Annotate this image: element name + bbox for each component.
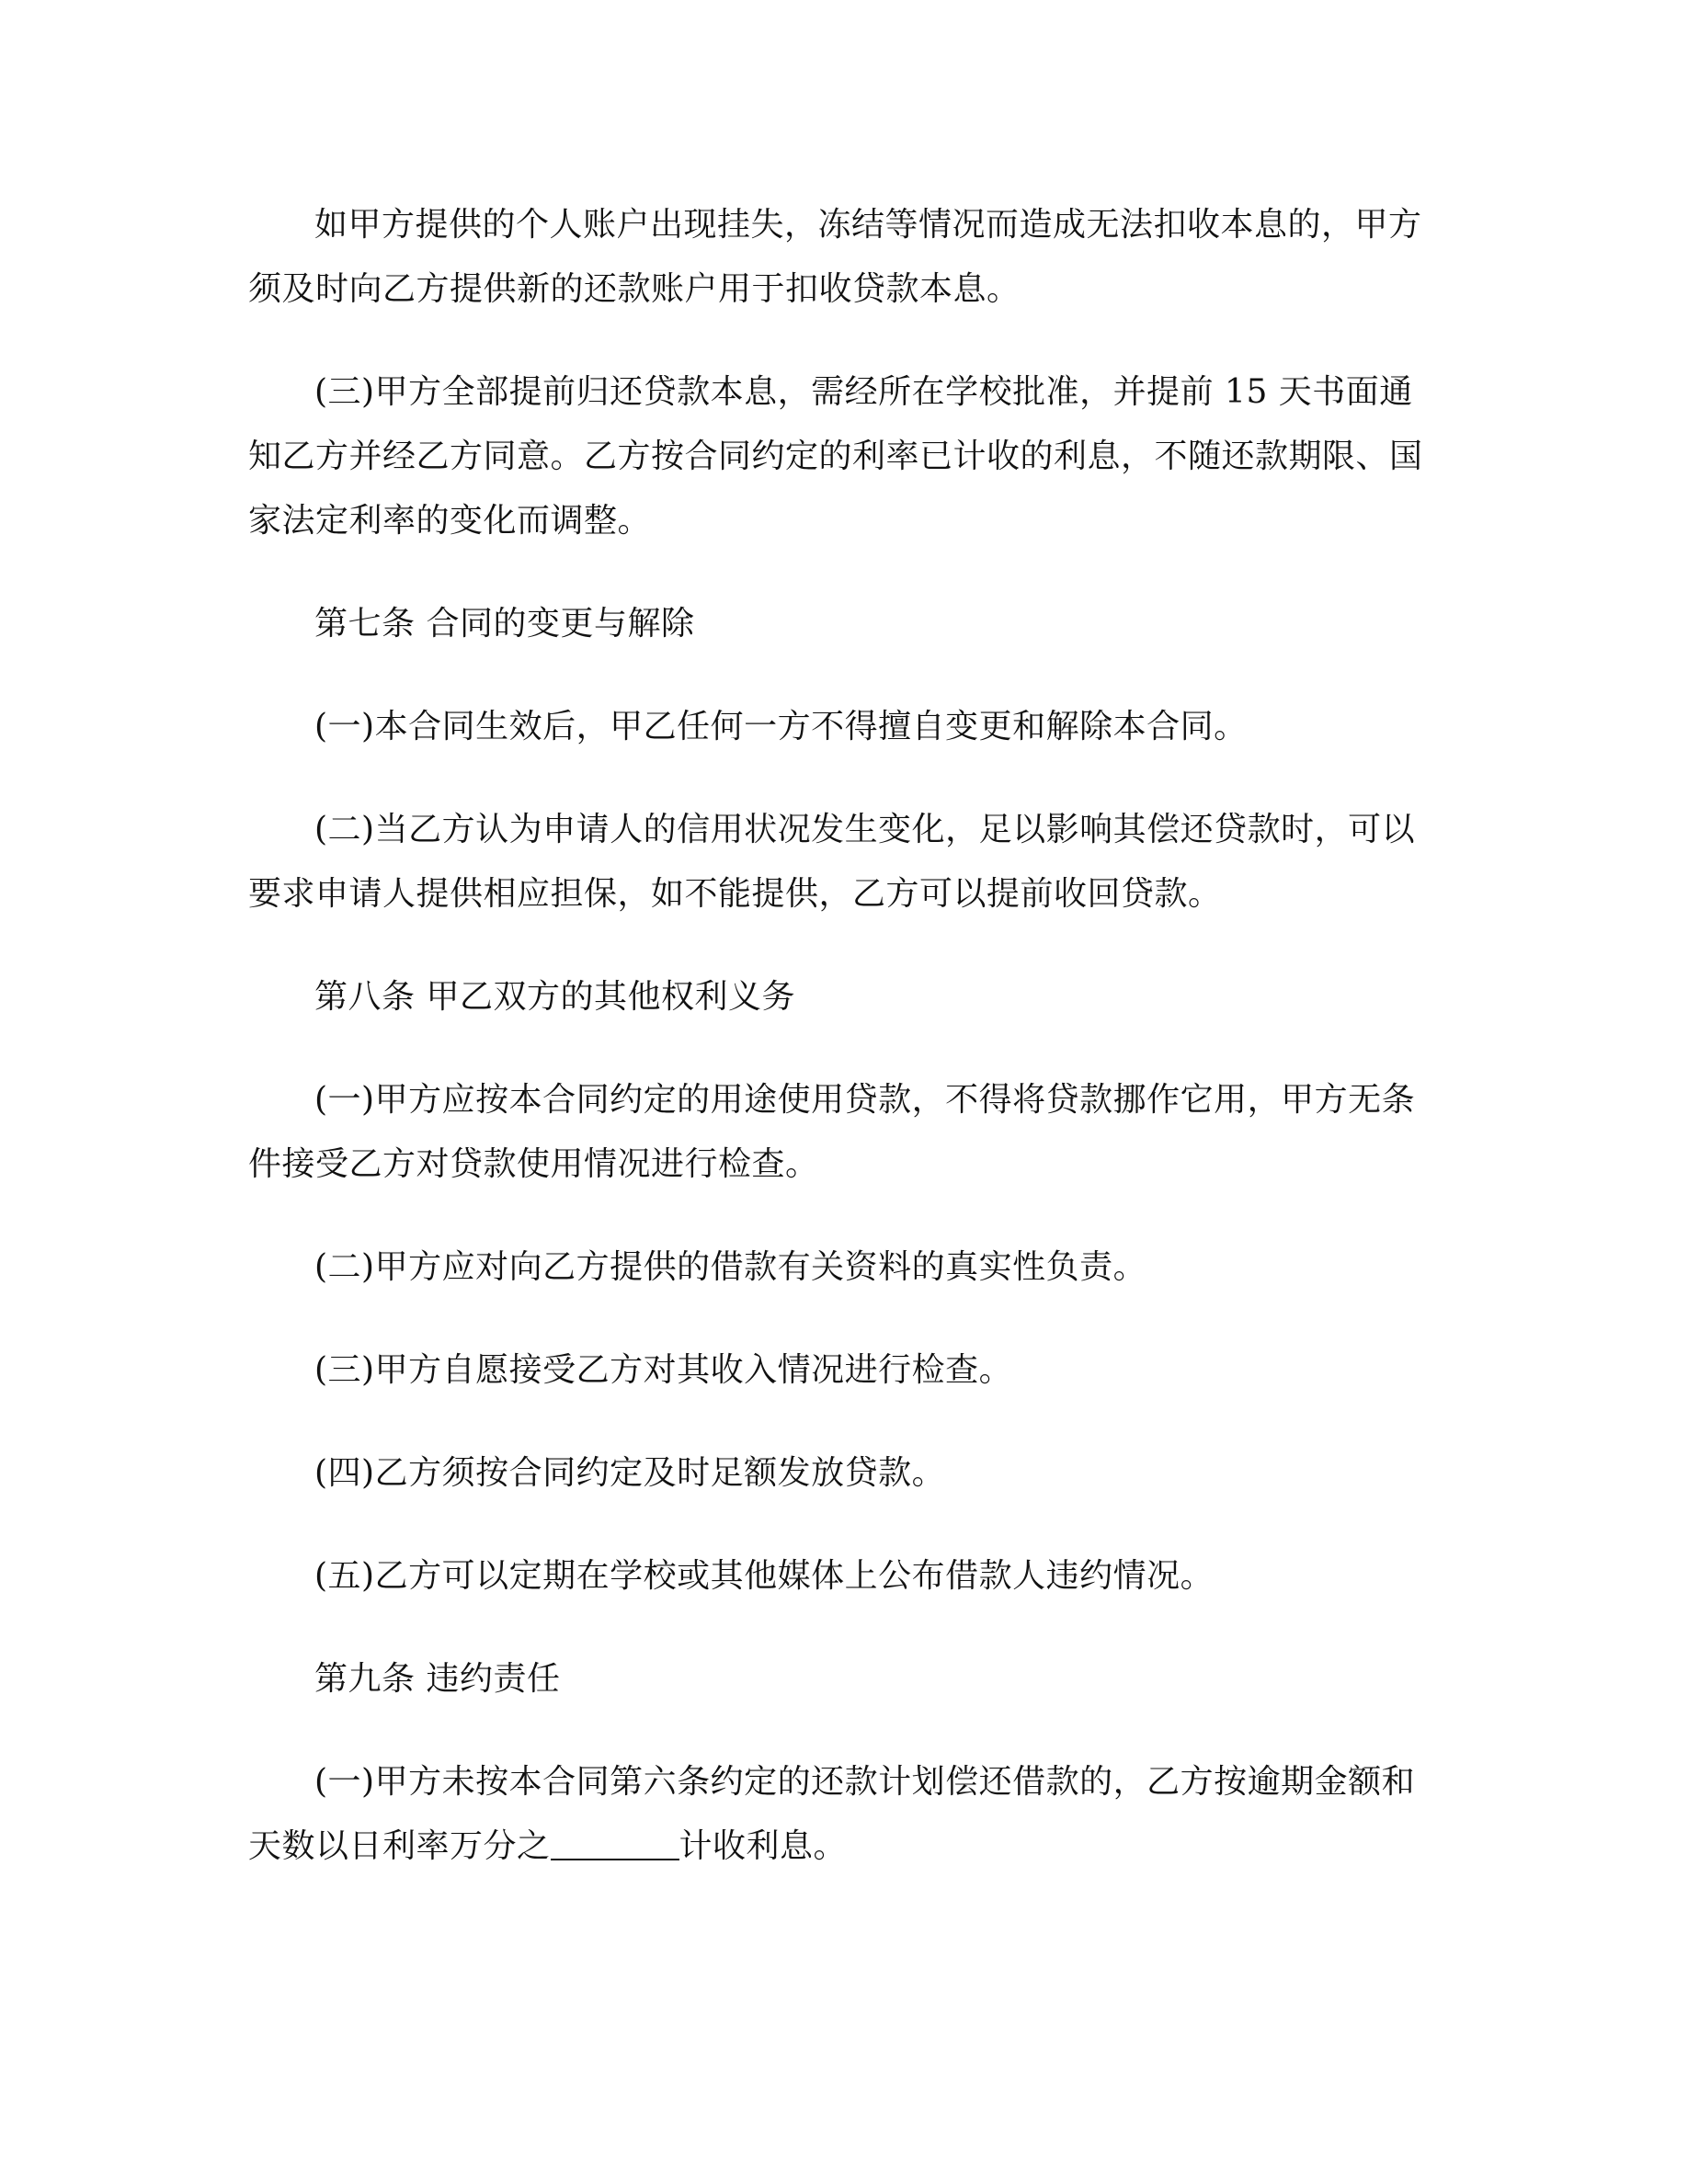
paragraph-account-freeze: 如甲方提供的个人账户出现挂失，冻结等情况而造成无法扣收本息的，甲方须及时向乙方提供新的还款账户用于扣收贷款本息。 (248, 206, 1422, 308)
paragraph-loan-disbursement: (四)乙方须按合同约定及时足额发放贷款。 (314, 1454, 946, 1492)
heading-article-8: 第八条 甲乙双方的其他权利义务 (314, 978, 795, 1016)
paragraph-data-authenticity: (二)甲方应对向乙方提供的借款有关资料的真实性负责。 (314, 1248, 1147, 1286)
heading-article-7: 第七条 合同的变更与解除 (314, 605, 695, 643)
paragraph-overdue-interest (248, 1750, 1443, 1879)
heading-article-9: 第九条 违约责任 (314, 1660, 561, 1698)
overdue-interest-text-after: 计收利息。 (679, 1827, 848, 1865)
paragraph-income-inspection: (三)甲方自愿接受乙方对其收入情况进行检查。 (314, 1351, 1013, 1389)
paragraph-no-unilateral-change: (一)本合同生效后，甲乙任何一方不得擅自变更和解除本合同。 (314, 708, 1248, 745)
paragraph-early-repayment: (三)甲方全部提前归还贷款本息，需经所在学校批准，并提前 15 天书面通知乙方并经乙方同意。乙方按合同约定的利率已计收的利息，不随还款期限、国家法定利率的变化而调整。 (248, 373, 1423, 540)
paragraph-default-disclosure: (五)乙方可以定期在学校或其他媒体上公布借款人违约情况。 (314, 1557, 1215, 1595)
interest-rate-blank (551, 1826, 679, 1860)
paragraph-loan-usage: (一)甲方应按本合同约定的用途使用贷款，不得将贷款挪作它用，甲方无条件接受乙方对贷款使用情况进行检查。 (248, 1081, 1416, 1183)
document-body (248, 193, 1443, 1917)
paragraph-credit-change: (二)当乙方认为申请人的信用状况发生变化，足以影响其偿还贷款时，可以要求申请人提供相应担保，如不能提供，乙方可以提前收回贷款。 (248, 811, 1416, 913)
overdue-interest-text-before: (一)甲方未按本合同第六条约定的还款计划偿还借款的，乙方按逾期金额和天数以日利率万分之 (248, 1763, 1416, 1865)
